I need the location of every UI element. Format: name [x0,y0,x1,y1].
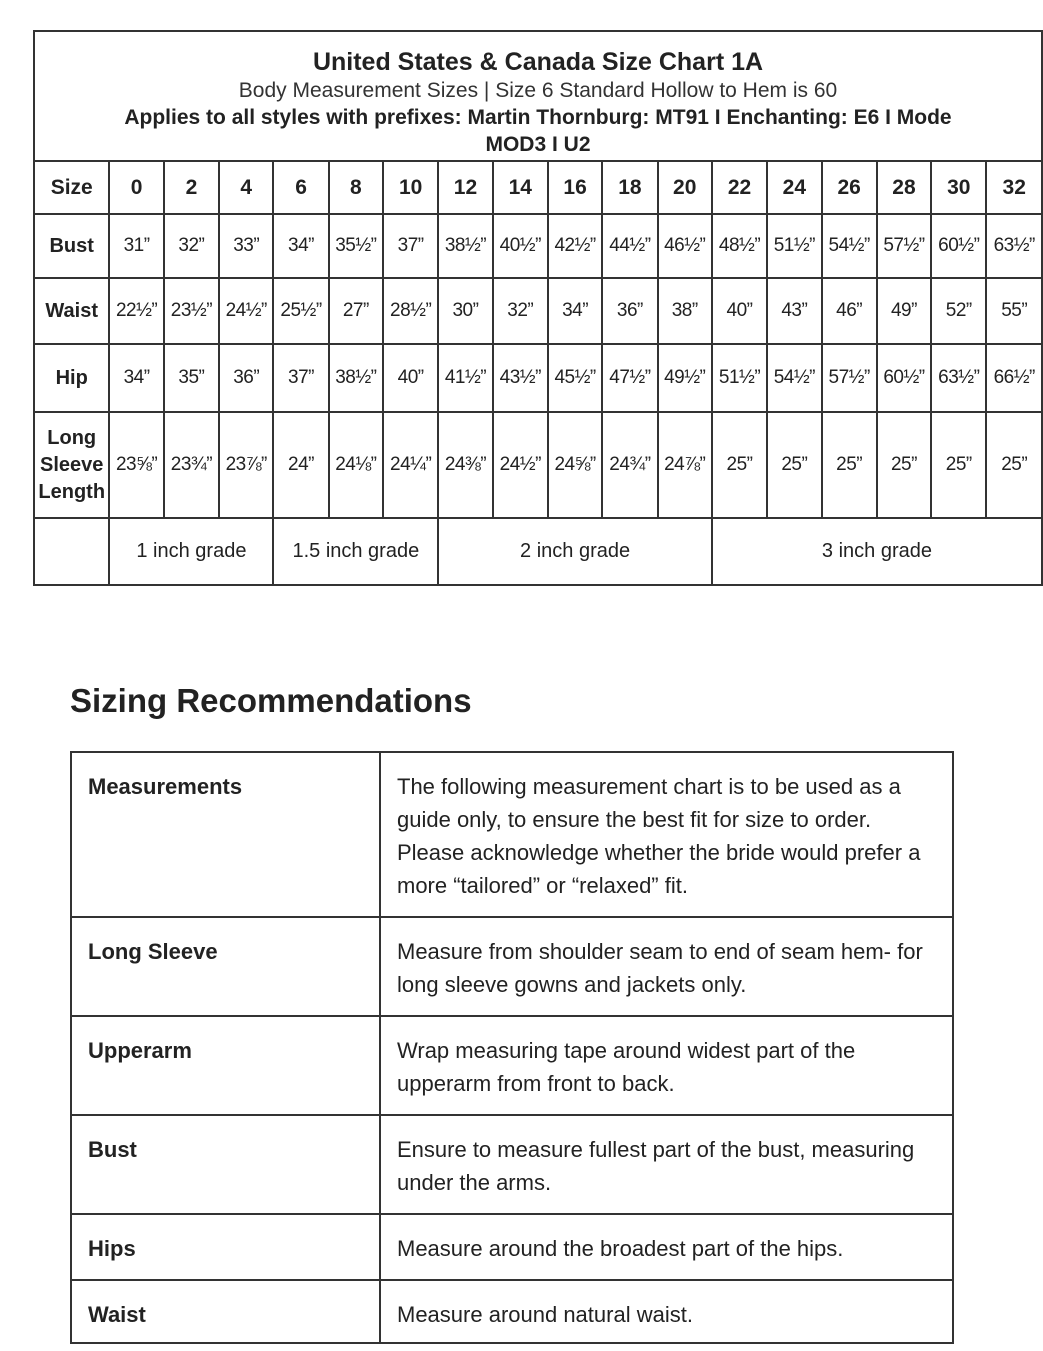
grade-1-5-inch: 1.5 inch grade [273,518,438,585]
bust-value-cell: 33” [219,214,273,278]
recommendation-label: Long Sleeve [71,917,380,1016]
row-label-line: Long [47,426,97,449]
size-header-cell: 12 [438,161,492,214]
size-header-cell: 14 [493,161,548,214]
waist-value-cell: 55” [986,278,1042,344]
long-sleeve-length-value-cell: 24⅜” [438,412,492,518]
long-sleeve-length-value-cell: 24⅝” [548,412,602,518]
size-header-cell: 32 [986,161,1042,214]
size-header-cell: 4 [219,161,273,214]
long-sleeve-length-value-cell: 23¾” [164,412,219,518]
recommendation-text: Ensure to measure fullest part of the bust, measuring under the arms. [380,1115,953,1214]
long-sleeve-length-value-cell: 24¾” [602,412,657,518]
hip-value-cell: 36” [219,344,273,412]
long-sleeve-length-value-cell: 25” [712,412,767,518]
size-header-cell: 20 [658,161,712,214]
size-header-cell: 28 [877,161,931,214]
chart-applies-note-continued: MOD3 I U2 [485,132,591,156]
size-header-cell: 8 [329,161,383,214]
long-sleeve-length-value-cell: 25” [767,412,821,518]
waist-value-cell: 46” [822,278,877,344]
chart-title: United States & Canada Size Chart 1A [312,47,764,76]
recommendation-row [71,752,953,917]
hip-value-cell: 51½” [712,344,767,412]
long-sleeve-length-value-cell: 24⅛” [329,412,383,518]
bust-row [34,214,1042,278]
bust-value-cell: 31” [109,214,163,278]
hip-value-cell: 37” [273,344,328,412]
hip-value-cell: 41½” [438,344,492,412]
waist-value-cell: 28½” [383,278,438,344]
grade-1-inch: 1 inch grade [109,518,273,585]
size-chart-container [33,30,1035,590]
bust-value-cell: 57½” [877,214,931,278]
hip-value-cell: 57½” [822,344,877,412]
chart-applies-note: Applies to all styles with prefixes: Martin Thornburg: MT91 I Enchanting: E6 I Mode [124,105,952,129]
hip-row-label: Hip [34,344,109,412]
bust-value-cell: 63½” [986,214,1042,278]
hip-value-cell: 40” [383,344,438,412]
size-header-cell: 22 [712,161,767,214]
recommendation-text: Wrap measuring tape around widest part of the upperarm from front to back. [380,1016,953,1115]
hip-value-cell: 38½” [329,344,383,412]
recommendation-row [71,1280,953,1343]
bust-value-cell: 32” [164,214,219,278]
grade-row-label [34,518,109,585]
bust-value-cell: 48½” [712,214,767,278]
recommendation-label: Waist [71,1280,380,1343]
bust-value-cell: 40½” [493,214,548,278]
recommendation-row [71,1115,953,1214]
waist-value-cell: 38” [658,278,712,344]
long-sleeve-length-value-cell: 25” [822,412,877,518]
size-chart-table [33,30,1043,586]
row-label-line: Length [38,480,106,503]
sizing-recommendations-table [70,751,954,1344]
bust-value-cell: 44½” [602,214,657,278]
recommendation-label: Measurements [71,752,380,917]
hip-value-cell: 60½” [877,344,931,412]
hip-value-cell: 54½” [767,344,821,412]
size-header-cell: 6 [273,161,328,214]
waist-value-cell: 25½” [273,278,328,344]
row-label-line: Sleeve [40,453,104,476]
waist-row [34,278,1042,344]
long-sleeve-length-value-cell: 24¼” [383,412,438,518]
hip-value-cell: 63½” [931,344,986,412]
grade-3-inch: 3 inch grade [712,518,1042,585]
size-header-cell: 2 [164,161,219,214]
bust-value-cell: 60½” [931,214,986,278]
bust-value-cell: 51½” [767,214,821,278]
recommendation-label: Bust [71,1115,380,1214]
grade-2-inch: 2 inch grade [438,518,712,585]
waist-value-cell: 27” [329,278,383,344]
waist-value-cell: 34” [548,278,602,344]
recommendation-text: The following measurement chart is to be used as a guide only, to ensure the best fit for size to order. Please acknowledge whether the bride would prefer a more “tailored” or “relaxed” fit. [380,752,953,917]
grade-row [34,518,1042,585]
hip-value-cell: 43½” [493,344,548,412]
bust-value-cell: 38½” [438,214,492,278]
recommendation-row [71,1016,953,1115]
size-header-label: Size [34,161,109,214]
size-header-cell: 16 [548,161,602,214]
long-sleeve-length-value-cell: 24” [273,412,328,518]
hip-value-cell: 45½” [548,344,602,412]
long-sleeve-length-value-cell: 24½” [493,412,548,518]
waist-value-cell: 30” [438,278,492,344]
long-sleeve-length-value-cell: 24⅞” [658,412,712,518]
hip-value-cell: 34” [109,344,163,412]
bust-value-cell: 46½” [658,214,712,278]
long-sleeve-length-value-cell: 25” [986,412,1042,518]
waist-value-cell: 23½” [164,278,219,344]
waist-value-cell: 36” [602,278,657,344]
recommendation-text: Measure around the broadest part of the hips. [380,1214,953,1280]
waist-value-cell: 43” [767,278,821,344]
chart-subtitle: Body Measurement Sizes | Size 6 Standard Hollow to Hem is 60 [238,78,838,102]
bust-value-cell: 37” [383,214,438,278]
waist-value-cell: 49” [877,278,931,344]
long-sleeve-length-value-cell: 25” [877,412,931,518]
size-header-row [34,161,1042,214]
waist-value-cell: 22½” [109,278,163,344]
size-header-cell: 10 [383,161,438,214]
sizing-recommendations-heading: Sizing Recommendations [70,682,472,719]
recommendation-text: Measure from shoulder seam to end of seam hem- for long sleeve gowns and jackets only. [380,917,953,1016]
waist-value-cell: 32” [493,278,548,344]
hip-value-cell: 47½” [602,344,657,412]
waist-value-cell: 24½” [219,278,273,344]
hip-value-cell: 35” [164,344,219,412]
bust-value-cell: 34” [273,214,328,278]
waist-value-cell: 40” [712,278,767,344]
size-header-cell: 24 [767,161,821,214]
long-sleeve-length-value-cell: 23⅞” [219,412,273,518]
waist-value-cell: 52” [931,278,986,344]
recommendation-row [71,917,953,1016]
recommendation-row [71,1214,953,1280]
chart-header-cell [34,31,1042,161]
bust-row-label: Bust [34,214,109,278]
size-header-cell: 0 [109,161,163,214]
size-header-cell: 30 [931,161,986,214]
bust-value-cell: 54½” [822,214,877,278]
bust-value-cell: 35½” [329,214,383,278]
recommendation-text: Measure around natural waist. [380,1280,953,1343]
hip-row [34,344,1042,412]
size-header-cell: 26 [822,161,877,214]
hip-value-cell: 49½” [658,344,712,412]
hip-value-cell: 66½” [986,344,1042,412]
recommendation-label: Hips [71,1214,380,1280]
waist-row-label: Waist [34,278,109,344]
long-sleeve-length-value-cell: 25” [931,412,986,518]
recommendation-label: Upperarm [71,1016,380,1115]
long-sleeve-length-row [34,412,1042,518]
bust-value-cell: 42½” [548,214,602,278]
size-header-cell: 18 [602,161,657,214]
long-sleeve-length-value-cell: 23⅝” [109,412,163,518]
long-sleeve-length-row-label [34,412,109,518]
